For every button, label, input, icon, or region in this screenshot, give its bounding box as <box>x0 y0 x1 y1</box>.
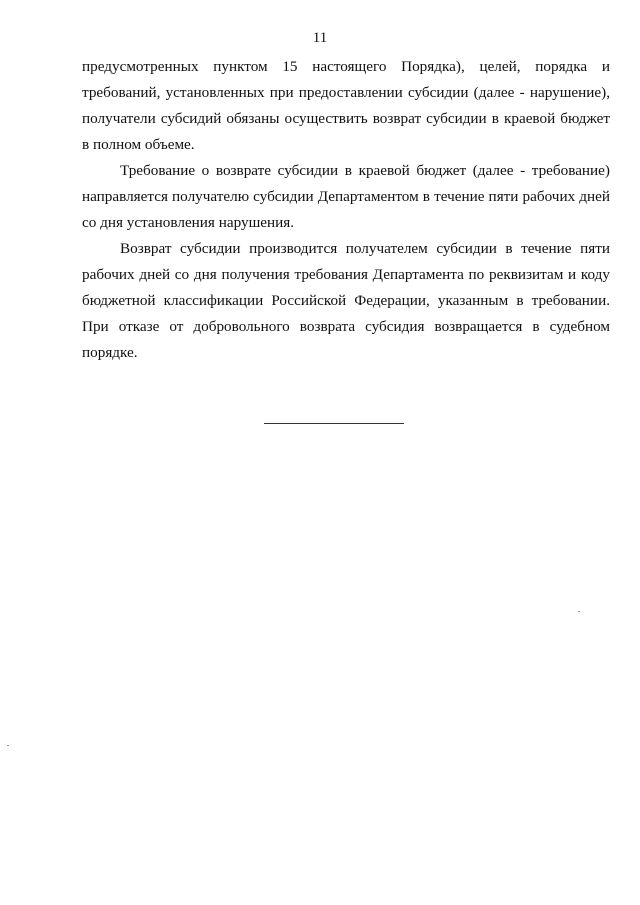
paragraph-requirement-sent: Требование о возврате субсидии в краевой бюджет (далее - требование) направляется получателю субсидии Департаментом в течение пяти рабочих дней со дня установления нарушения. <box>82 162 610 231</box>
paragraph-return-procedure: Возврат субсидии производится получателем субсидии в течение пяти рабочих дней со дня получения требования Департамента по реквизитам и коду бюджетной классификации Российской Федерации, указанным в требовании. При отказе от добровольного возврата субсидия возвращается в судебном порядке. <box>82 240 610 361</box>
end-separator-line <box>264 423 404 424</box>
document-body <box>82 54 610 366</box>
paragraph-violation-return: предусмотренных пунктом 15 настоящего Порядка), целей, порядка и требований, установленных при предоставлении субсидии (далее - нарушение), получатели субсидий обязаны осуществить возврат субсидии в краевой бюджет в полном объеме. <box>82 58 610 153</box>
page-number: 11 <box>312 30 328 46</box>
scan-speck <box>7 745 9 746</box>
scan-speck <box>578 611 580 612</box>
